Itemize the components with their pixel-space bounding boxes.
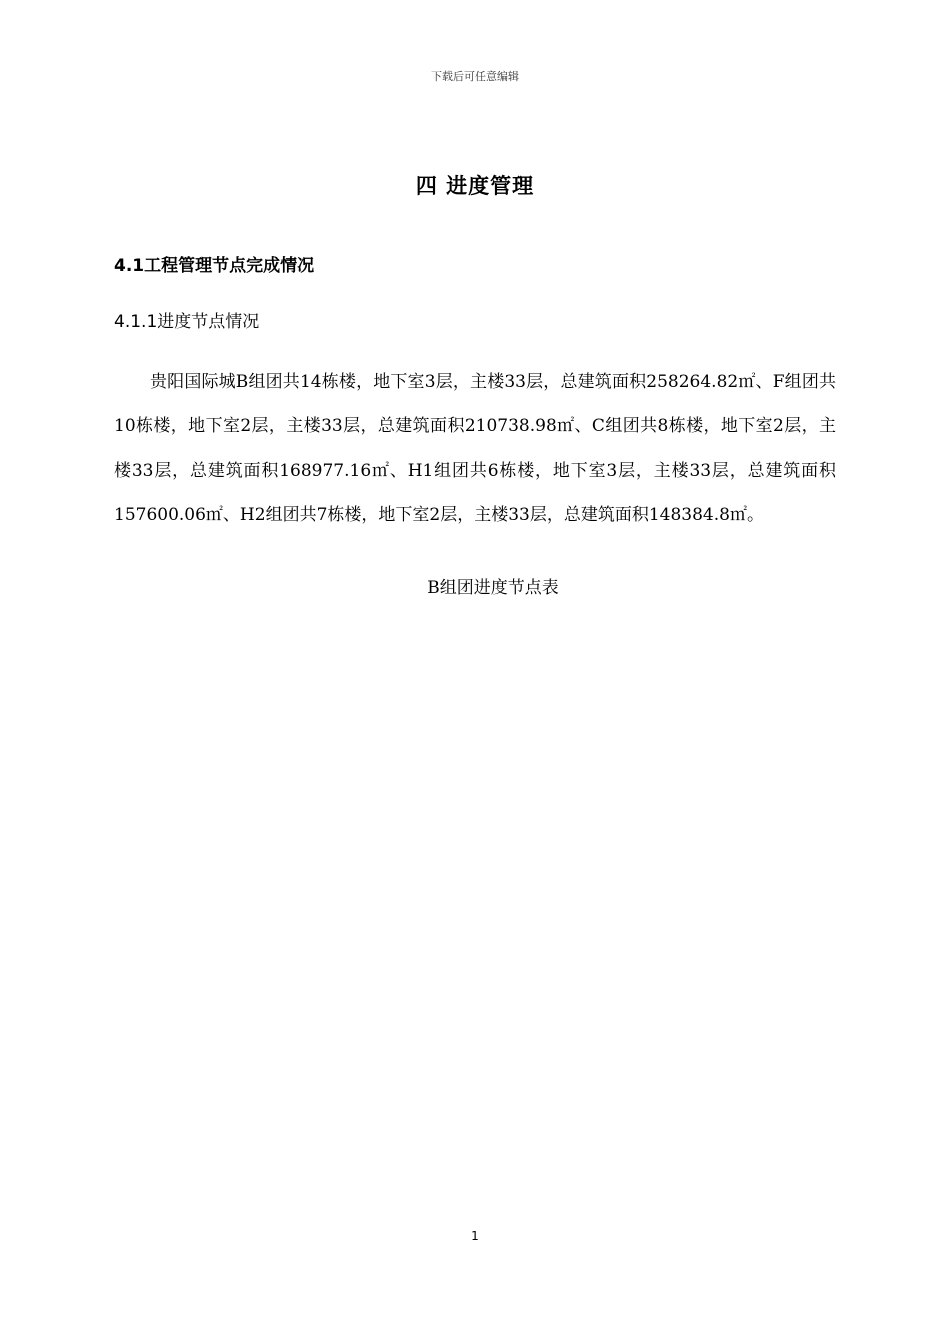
page-number: 1 xyxy=(471,1229,479,1243)
section-heading: 4.1工程管理节点完成情况 xyxy=(114,256,315,276)
subsection-heading: 4.1.1进度节点情况 xyxy=(114,312,260,332)
header-note: 下载后可任意编辑 xyxy=(431,70,519,83)
table-caption: B组团进度节点表 xyxy=(427,578,559,598)
body-paragraph: 贵阳国际城B组团共14栋楼，地下室3层，主楼33层，总建筑面积258264.82㎡、F组团共10栋楼，地下室2层，主楼33层，总建筑面积210738.98㎡、C组团共8栋楼，地下室2层，主楼33层，总建筑面积168977.16㎡、H1组团共6栋楼，地下室3层，主楼33层，总建筑面积157600.06㎡、H2组团共7栋楼，地下室2层，主楼33层，总建筑面积148384.8㎡。 xyxy=(114,372,836,526)
chapter-title: 四 进度管理 xyxy=(415,174,535,198)
